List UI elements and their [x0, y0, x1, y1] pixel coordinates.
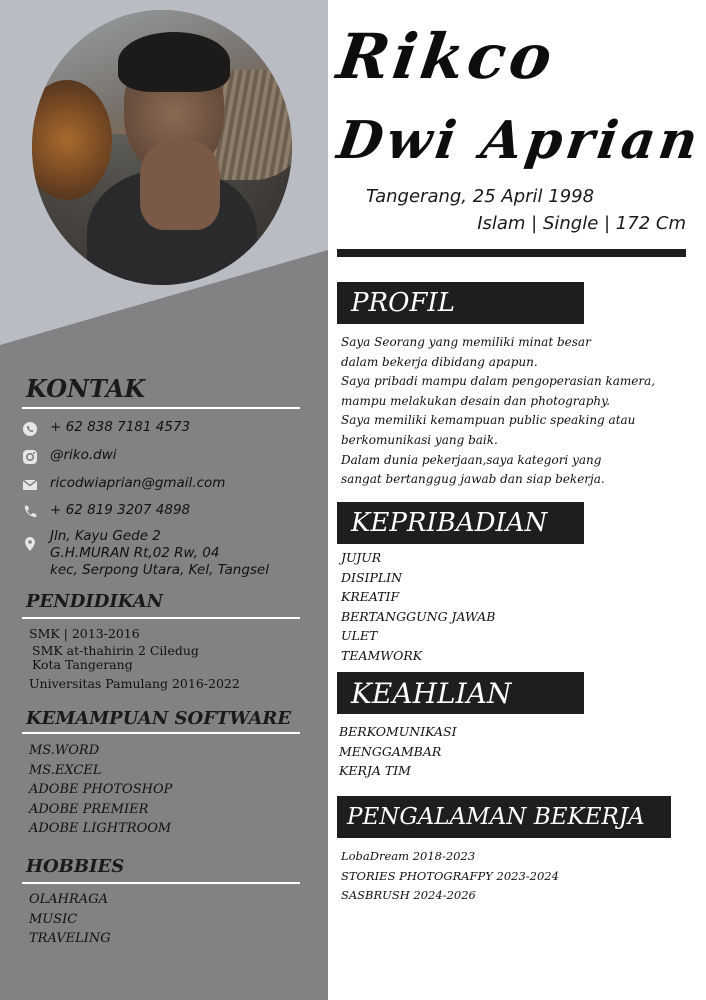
software-item: MS.WORD: [29, 743, 100, 758]
hobby-item: TRAVELING: [29, 931, 111, 947]
profil-line: Saya memiliki kemampuan public speaking atau: [341, 413, 636, 428]
kepribadian-item: DISIPLIN: [341, 569, 403, 585]
pengalaman-item: STORIES PHOTOGRAFPY 2023-2024: [341, 868, 559, 883]
address-line-3: kec, Serpong Utara, Kel, Tangsel: [50, 562, 269, 578]
hobby-item: OLAHRAGA: [29, 892, 108, 907]
contact-email: [22, 475, 225, 493]
contact-instagram: [22, 447, 117, 465]
software-divider: [22, 732, 300, 734]
whatsapp-icon: [22, 421, 38, 437]
pengalaman-list: [341, 847, 559, 906]
email-icon: [22, 477, 38, 493]
smk-city: Kota Tangerang: [32, 657, 133, 672]
software-item: ADOBE PREMIER: [29, 801, 149, 817]
software-list: [29, 741, 172, 839]
keahlian-title: KEAHLIAN: [351, 676, 512, 710]
last-name: Dwi Aprian: [333, 110, 706, 171]
smk-name: SMK at-thahirin 2 Ciledug: [32, 643, 199, 658]
contact-whatsapp-text: + 62 838 7181 4573: [50, 419, 191, 435]
kepribadian-item: BERTANGGUNG JAWAB: [341, 608, 496, 624]
profile-photo: [32, 10, 292, 285]
software-item: MS.EXCEL: [29, 762, 102, 778]
kepribadian-item: KREATIF: [341, 589, 400, 605]
hobbies-title: HOBBIES: [26, 856, 125, 877]
software-item: ADOBE PHOTOSHOP: [29, 782, 173, 798]
kepribadian-item: ULET: [341, 628, 378, 644]
kepribadian-item: TEAMWORK: [341, 647, 423, 663]
profil-line: berkomunikasi yang baik.: [341, 432, 498, 447]
pendidikan-title: PENDIDIKAN: [26, 591, 164, 612]
hobbies-divider: [22, 882, 300, 884]
contact-whatsapp: [22, 419, 190, 437]
university: Universitas Pamulang 2016-2022: [29, 676, 240, 691]
pengalaman-title: PENGALAMAN BEKERJA: [347, 804, 645, 830]
pengalaman-item: LobaDream 2018-2023: [341, 849, 476, 863]
instagram-icon: [22, 449, 38, 465]
keahlian-item: MENGGAMBAR: [339, 743, 442, 759]
address-line-2: G.H.MURAN Rt,02 Rw, 04: [50, 545, 220, 561]
hobbies-list: [29, 890, 111, 949]
personal-status: Islam | Single | 172 Cm: [477, 213, 686, 234]
kepribadian-title: KEPRIBADIAN: [351, 508, 548, 538]
profil-header: [337, 282, 584, 324]
profil-line: Saya pribadi mampu dalam pengoperasian kamera,: [341, 374, 656, 389]
profil-line: mampu melakukan desain dan photography.: [341, 393, 611, 408]
pendidikan-divider: [22, 617, 300, 619]
smk-years: SMK | 2013-2016: [29, 626, 140, 641]
address-line-1: Jln, Kayu Gede 2: [50, 528, 161, 544]
software-title: KEMAMPUAN SOFTWARE: [26, 708, 292, 729]
profil-title: PROFIL: [351, 288, 455, 318]
keahlian-item: KERJA TIM: [339, 763, 411, 779]
contact-address-text: [50, 528, 269, 579]
kepribadian-list: [341, 548, 496, 666]
profil-line: Saya Seorang yang memiliki minat besar: [341, 335, 591, 349]
profil-text: [341, 333, 655, 490]
kepribadian-header: [337, 502, 584, 544]
contact-email-text: ricodwiaprian@gmail.com: [50, 475, 226, 491]
kepribadian-item: JUJUR: [341, 550, 382, 565]
location-icon: [22, 536, 38, 552]
first-name: Rikco: [332, 20, 561, 93]
profil-line: Dalam dunia pekerjaan,saya kategori yang: [341, 452, 602, 467]
contact-phone-text: + 62 819 3207 4898: [50, 502, 191, 518]
keahlian-header: [337, 672, 584, 714]
software-item: ADOBE LIGHTROOM: [29, 821, 172, 837]
kontak-title: KONTAK: [26, 374, 146, 403]
contact-address: [22, 528, 269, 579]
phone-icon: [22, 504, 38, 520]
birth-info: Tangerang, 25 April 1998: [366, 186, 595, 207]
profil-line: sangat bertanggug jawab dan siap bekerja.: [341, 472, 605, 487]
keahlian-item: BERKOMUNIKASI: [339, 724, 457, 739]
profil-line: dalam bekerja dibidang apapun.: [341, 354, 538, 369]
hobby-item: MUSIC: [29, 911, 78, 927]
pengalaman-item: SASBRUSH 2024-2026: [341, 888, 476, 903]
contact-phone: [22, 502, 190, 520]
kontak-divider: [22, 407, 300, 409]
pengalaman-header: [337, 796, 671, 838]
keahlian-list: [339, 722, 457, 781]
contact-instagram-text: @riko.dwi: [50, 447, 117, 463]
name-divider: [337, 249, 686, 257]
